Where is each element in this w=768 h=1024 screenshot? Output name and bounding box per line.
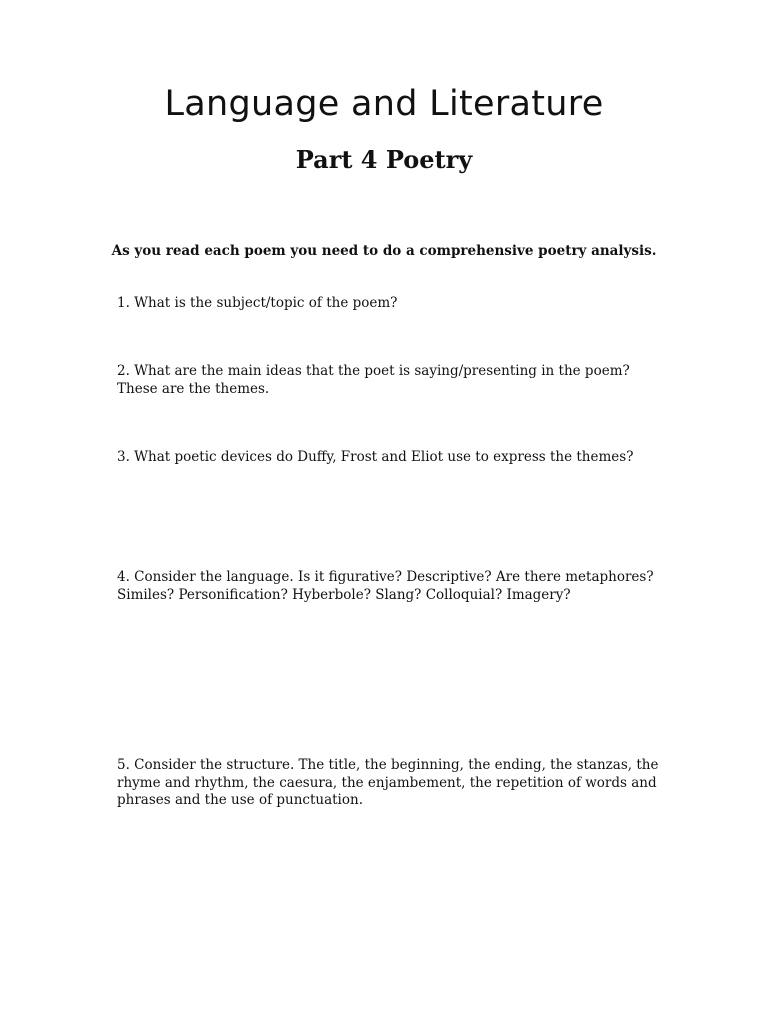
page-subtitle: Part 4 Poetry (295, 145, 473, 174)
question-5-line-1: 5. Consider the structure. The title, the beginning, the ending, the stanzas, the (117, 757, 659, 773)
question-3-line-1: 3. What poetic devices do Duffy, Frost and Eliot use to express the themes? (117, 449, 634, 465)
question-3 (117, 449, 677, 467)
question-2-line-2: These are the themes. (117, 380, 270, 397)
question-4-line-2: Similes? Personification? Hyberbole? Slang? Colloquial? Imagery? (117, 586, 571, 603)
question-5 (117, 757, 677, 810)
question-2 (117, 363, 677, 398)
question-2-line-1: 2. What are the main ideas that the poet is saying/presenting in the poem? (117, 363, 630, 379)
instruction-text: As you read each poem you need to do a comprehensive poetry analysis. (111, 243, 657, 259)
page-title: Language and Literature (164, 84, 604, 124)
question-1 (117, 295, 677, 313)
question-4-line-1: 4. Consider the language. Is it figurative? Descriptive? Are there metaphores? (117, 569, 654, 585)
question-4 (117, 569, 677, 604)
question-1-line-1: 1. What is the subject/topic of the poem? (117, 295, 398, 311)
question-5-line-3: phrases and the use of punctuation. (117, 792, 363, 808)
question-5-line-2: rhyme and rhythm, the caesura, the enjambement, the repetition of words and (117, 774, 657, 791)
